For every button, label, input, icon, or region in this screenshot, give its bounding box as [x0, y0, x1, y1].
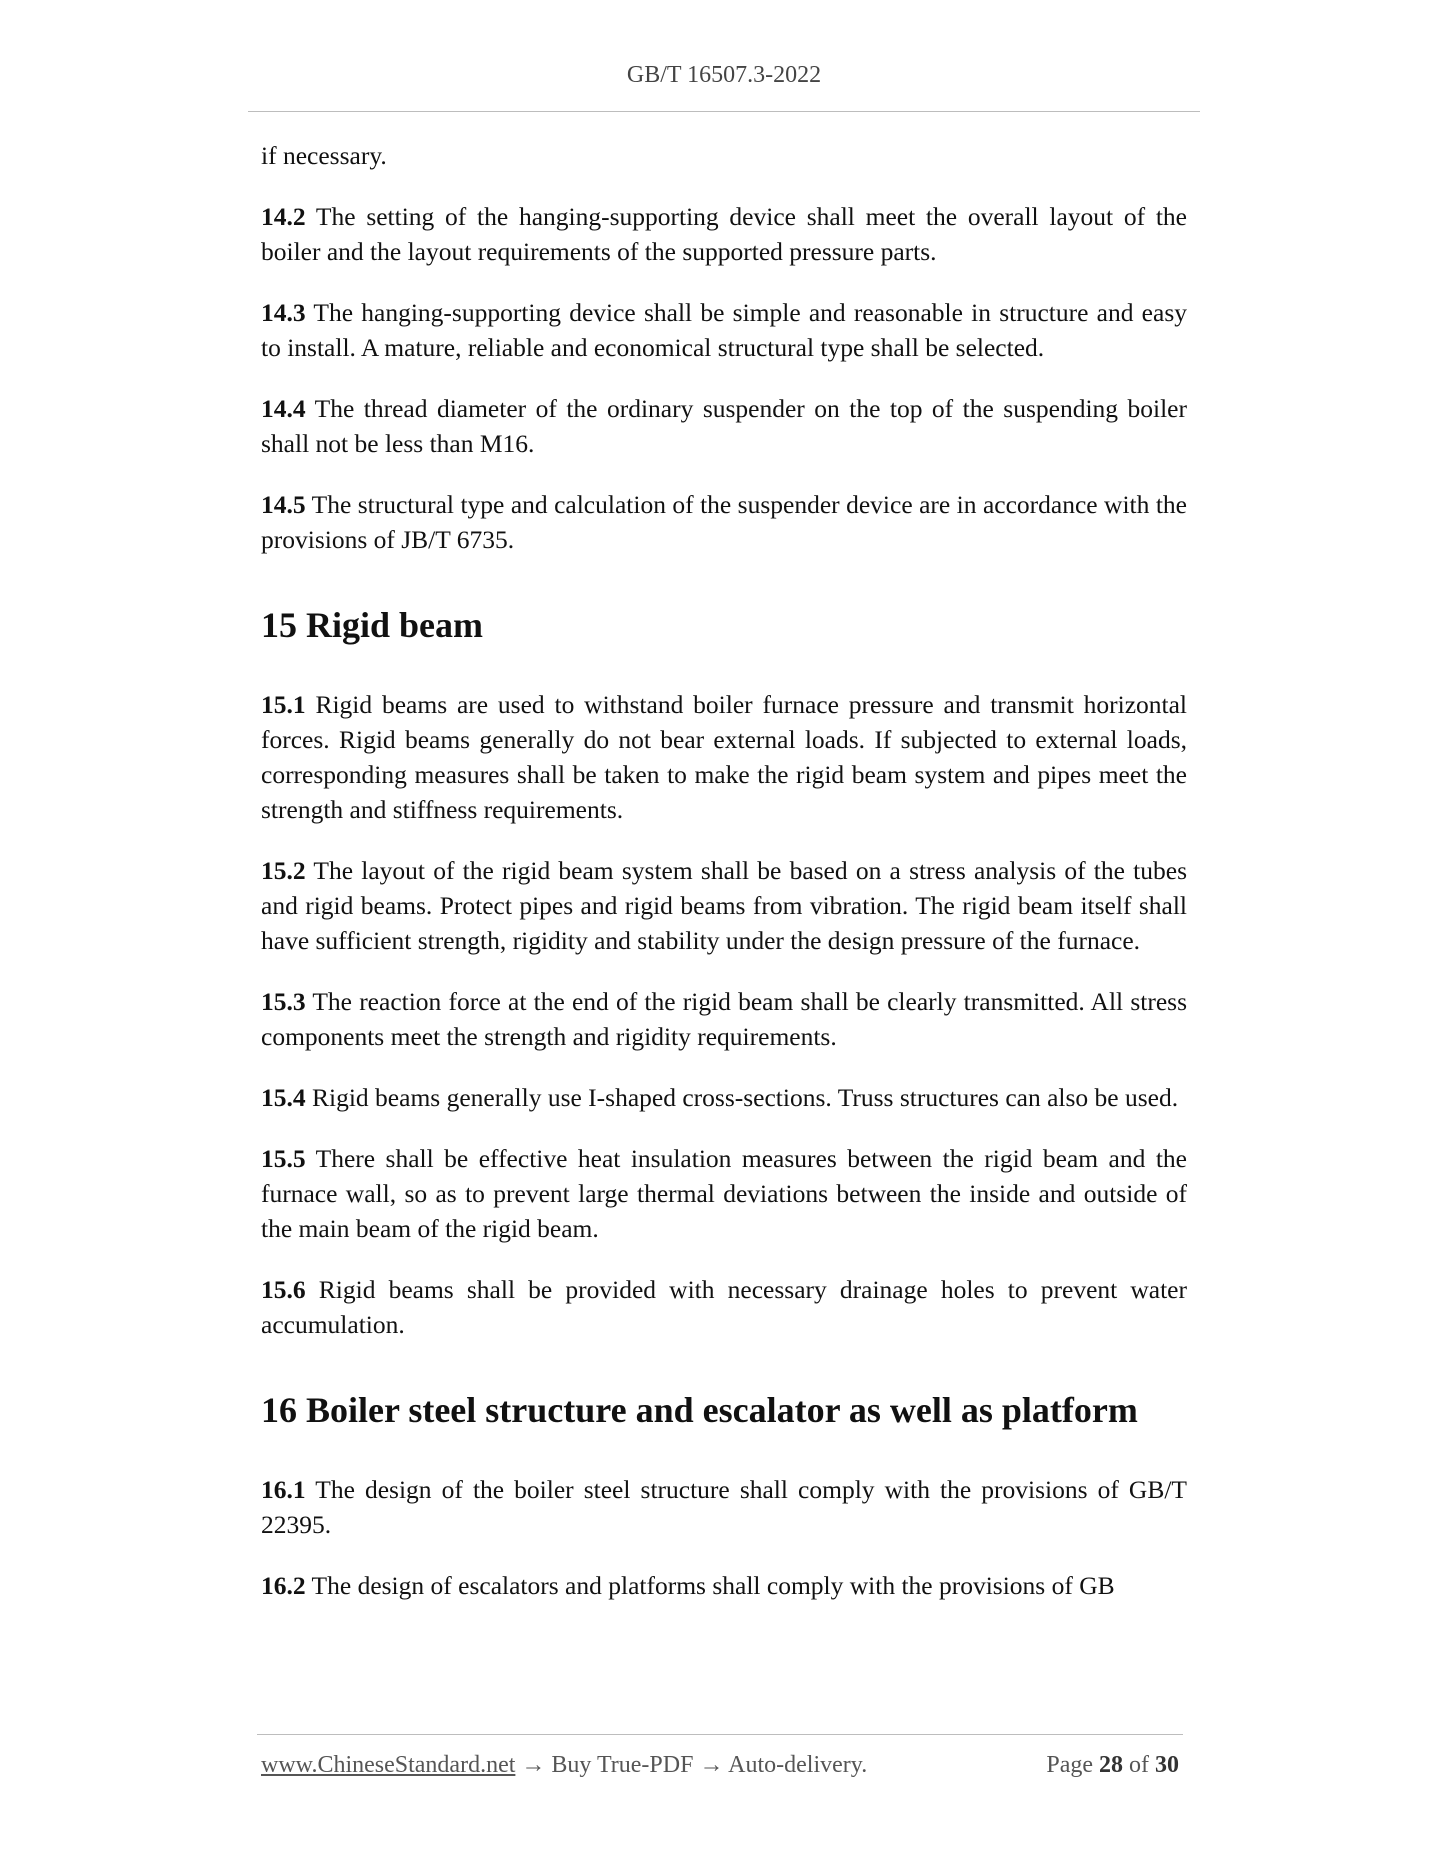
clause-number: 15.4: [261, 1083, 306, 1112]
clause-number: 15.5: [261, 1144, 306, 1173]
clause-15-5: [261, 1141, 1187, 1246]
clause-text: The design of the boiler steel structure shall comply with the provisions of GB/T 22395.: [261, 1475, 1187, 1539]
section-15-heading: 15 Rigid beam: [261, 605, 484, 645]
clause-number: 15.2: [261, 856, 306, 885]
buy-true-pdf-text: Buy True-PDF: [551, 1752, 694, 1778]
header-divider: [248, 111, 1200, 112]
clause-number: 14.4: [261, 394, 306, 423]
current-page-number: 28: [1099, 1752, 1123, 1778]
arrow-right-icon: →: [521, 1752, 546, 1778]
clause-text: The structural type and calculation of the suspender device are in accordance with the provisions of JB/T 6735.: [261, 490, 1187, 554]
footer-promo: [261, 1752, 867, 1779]
clause-15-4: [261, 1080, 1187, 1115]
clause-15-1: [261, 687, 1187, 827]
intro-fragment: if necessary.: [261, 141, 387, 170]
clause-text: The reaction force at the end of the rigid beam shall be clearly transmitted. All stress components meet the strength and rigidity requirements.: [261, 987, 1187, 1051]
section-16-heading: 16 Boiler steel structure and escalator as well as platform: [261, 1390, 1138, 1430]
clause-text: There shall be effective heat insulation measures between the rigid beam and the furnace wall, so as to prevent large thermal deviations between the inside and outside of the main beam of the rigid beam.: [261, 1144, 1187, 1243]
clause-15-2: [261, 853, 1187, 958]
clause-number: 15.1: [261, 690, 306, 719]
clause-number: 15.6: [261, 1275, 306, 1304]
clause-14-3: [261, 295, 1187, 365]
clause-number: 16.2: [261, 1571, 306, 1600]
page-header-standard-code: GB/T 16507.3-2022: [626, 62, 822, 88]
clause-16-1: [261, 1472, 1187, 1542]
clause-number: 16.1: [261, 1475, 306, 1504]
clause-number: 14.5: [261, 490, 306, 519]
footer-divider: [257, 1734, 1183, 1735]
clause-14-4: [261, 391, 1187, 461]
clause-number: 15.3: [261, 987, 306, 1016]
clause-text: The hanging-supporting device shall be simple and reasonable in structure and easy to install. A mature, reliable and economical structural type shall be selected.: [261, 298, 1187, 362]
total-pages-number: 30: [1155, 1752, 1179, 1778]
clause-text: The thread diameter of the ordinary suspender on the top of the suspending boiler shall not be less than M16.: [261, 394, 1187, 458]
clause-text: Rigid beams generally use I-shaped cross-sections. Truss structures can also be used.: [312, 1083, 1179, 1112]
clause-16-2: [261, 1568, 1187, 1603]
clause-number: 14.2: [261, 202, 306, 231]
clause-15-3: [261, 984, 1187, 1054]
auto-delivery-text: Auto-delivery.: [728, 1752, 868, 1778]
document-body: [261, 138, 1187, 1629]
clause-14-5: [261, 487, 1187, 557]
clause-14-2: [261, 199, 1187, 269]
clause-text: The setting of the hanging-supporting device shall meet the overall layout of the boiler and the layout requirements of the supported pressure parts.: [261, 202, 1187, 266]
page-label: Page: [1046, 1752, 1093, 1778]
arrow-right-icon: →: [699, 1752, 724, 1778]
clause-text: The design of escalators and platforms shall comply with the provisions of GB: [311, 1571, 1115, 1600]
clause-text: The layout of the rigid beam system shall be based on a stress analysis of the tubes and rigid beams. Protect pipes and rigid beams from vibration. The rigid beam itself shall have sufficient strength, rigidity and stability under the design pressure of the furnace.: [261, 856, 1188, 955]
clause-15-6: [261, 1272, 1187, 1342]
site-link[interactable]: www.ChineseStandard.net: [261, 1752, 516, 1778]
page-counter: [1046, 1752, 1179, 1779]
clause-text: Rigid beams are used to withstand boiler furnace pressure and transmit horizontal forces. Rigid beams generally do not bear external loads. If subjected to external loads, corresponding measures shall be taken to make the rigid beam system and pipes meet the strength and stiffness requirements.: [261, 690, 1187, 824]
clause-text: Rigid beams shall be provided with necessary drainage holes to prevent water accumulation.: [261, 1275, 1187, 1339]
of-label: of: [1129, 1752, 1149, 1778]
clause-number: 14.3: [261, 298, 306, 327]
